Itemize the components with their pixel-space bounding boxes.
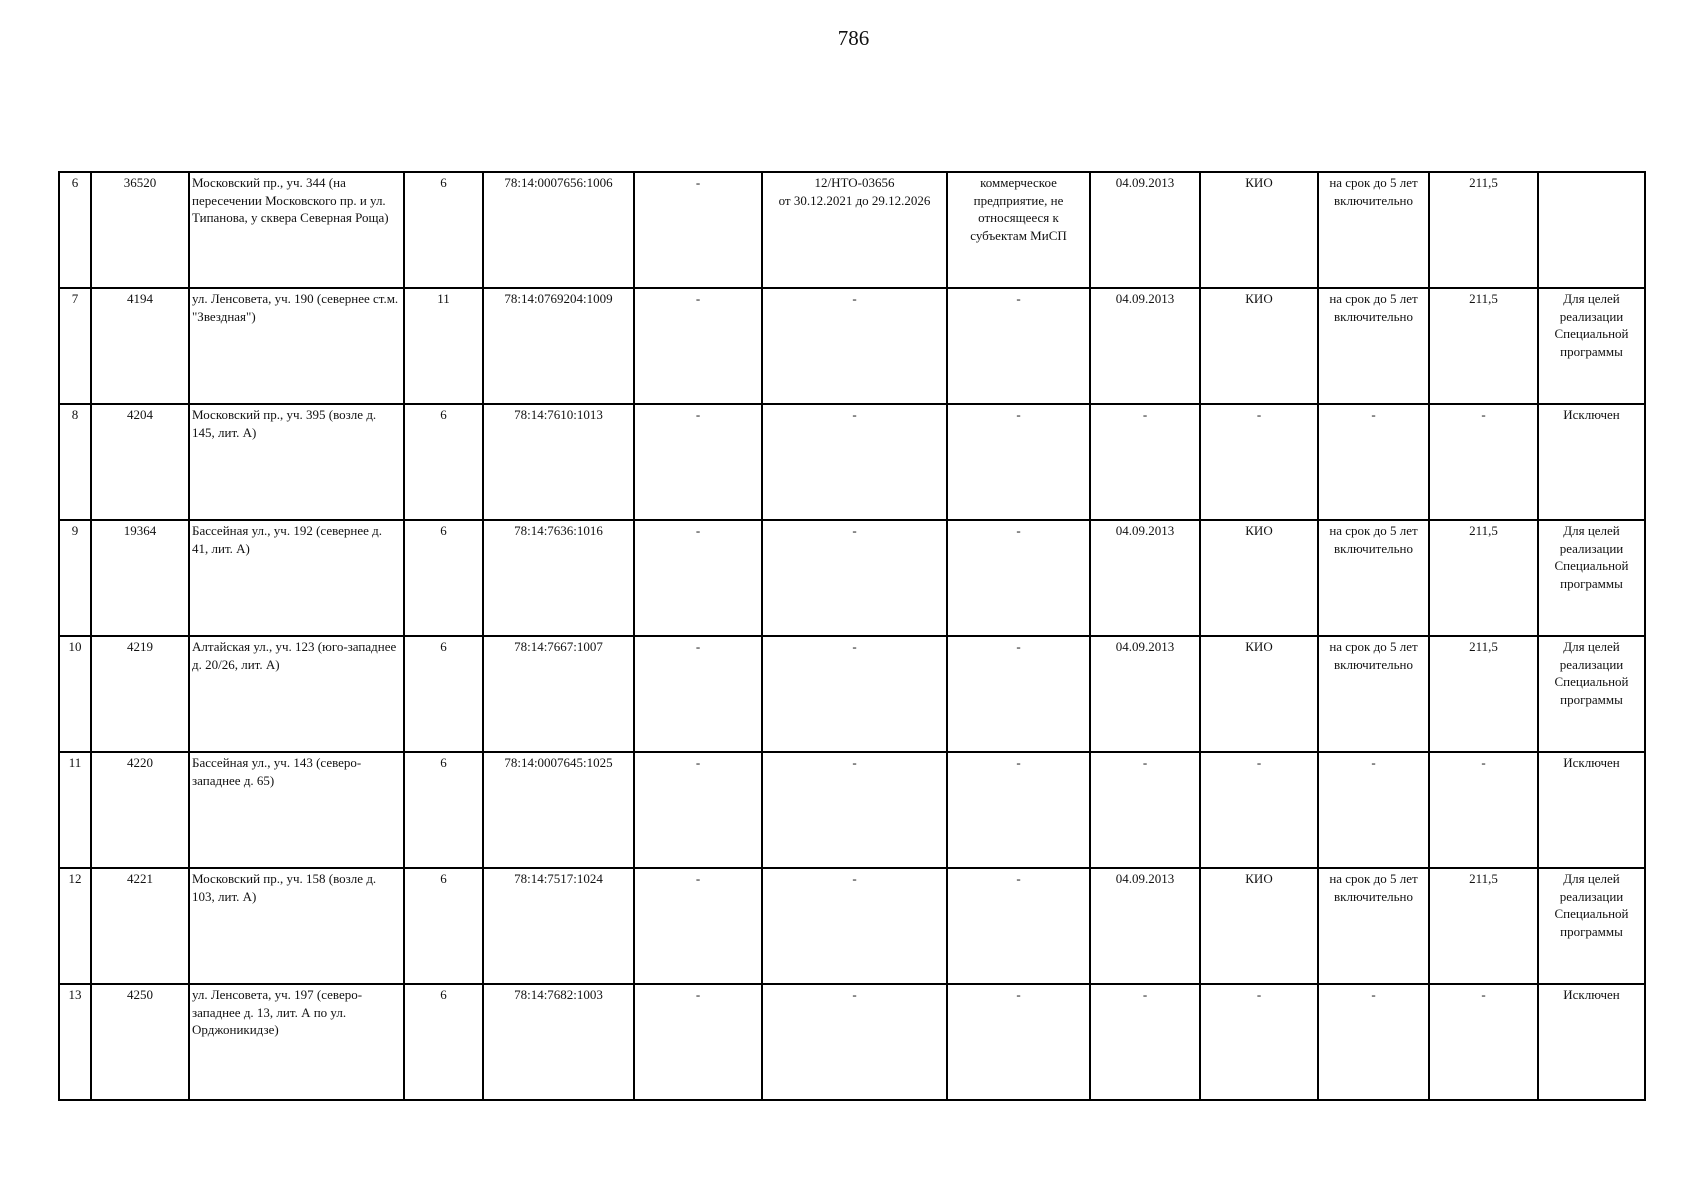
entity-type-cell: - (947, 288, 1090, 404)
table-row (59, 520, 1645, 636)
area-cell: 211,5 (1429, 172, 1538, 288)
district-cell: 11 (404, 288, 483, 404)
cadastral-number-cell: 78:14:0769204:1009 (483, 288, 634, 404)
address-cell: Бассейная ул., уч. 192 (севернее д. 41, лит. А) (189, 520, 404, 636)
district-cell: 6 (404, 868, 483, 984)
address-cell: Московский пр., уч. 395 (возле д. 145, лит. А) (189, 404, 404, 520)
column-6-cell: - (634, 868, 762, 984)
term-cell: - (1318, 404, 1429, 520)
authority-cell: КИО (1200, 636, 1318, 752)
cadastral-number-cell: 78:14:7610:1013 (483, 404, 634, 520)
row-number-cell: 12 (59, 868, 91, 984)
date-cell: - (1090, 984, 1200, 1100)
note-cell: Для целей реализации Специальной программы (1538, 520, 1645, 636)
authority-cell: - (1200, 404, 1318, 520)
cadastral-number-cell: 78:14:7682:1003 (483, 984, 634, 1100)
contract-cell: - (762, 404, 947, 520)
address-cell: ул. Ленсовета, уч. 190 (севернее ст.м. "Звездная") (189, 288, 404, 404)
contract-cell: - (762, 520, 947, 636)
table-row (59, 288, 1645, 404)
note-cell: Исключен (1538, 984, 1645, 1100)
note-cell (1538, 172, 1645, 288)
object-id-cell: 36520 (91, 172, 189, 288)
contract-cell: - (762, 636, 947, 752)
area-cell: - (1429, 404, 1538, 520)
address-cell: Московский пр., уч. 344 (на пересечении Московского пр. и ул. Типанова, у сквера Северная Роща) (189, 172, 404, 288)
cadastral-number-cell: 78:14:0007645:1025 (483, 752, 634, 868)
entity-type-cell: коммерческое предприятие, не относящееся к субъектам МиСП (947, 172, 1090, 288)
date-cell: 04.09.2013 (1090, 520, 1200, 636)
cadastral-number-cell: 78:14:7667:1007 (483, 636, 634, 752)
district-cell: 6 (404, 752, 483, 868)
date-cell: 04.09.2013 (1090, 288, 1200, 404)
date-cell: 04.09.2013 (1090, 172, 1200, 288)
contract-cell: - (762, 752, 947, 868)
table-row (59, 868, 1645, 984)
authority-cell: КИО (1200, 520, 1318, 636)
table-row (59, 172, 1645, 288)
object-id-cell: 4250 (91, 984, 189, 1100)
table-row (59, 752, 1645, 868)
column-6-cell: - (634, 636, 762, 752)
page-number: 786 (837, 26, 870, 50)
column-6-cell: - (634, 984, 762, 1100)
column-6-cell: - (634, 520, 762, 636)
term-cell: на срок до 5 лет включительно (1318, 868, 1429, 984)
area-cell: 211,5 (1429, 636, 1538, 752)
row-number-cell: 13 (59, 984, 91, 1100)
object-id-cell: 19364 (91, 520, 189, 636)
authority-cell: - (1200, 984, 1318, 1100)
note-cell: Исключен (1538, 404, 1645, 520)
area-cell: 211,5 (1429, 868, 1538, 984)
object-id-cell: 4204 (91, 404, 189, 520)
registry-table (58, 171, 1646, 1101)
district-cell: 6 (404, 984, 483, 1100)
term-cell: на срок до 5 лет включительно (1318, 288, 1429, 404)
address-cell: Московский пр., уч. 158 (возле д. 103, лит. А) (189, 868, 404, 984)
date-cell: - (1090, 752, 1200, 868)
authority-cell: - (1200, 752, 1318, 868)
district-cell: 6 (404, 636, 483, 752)
authority-cell: КИО (1200, 172, 1318, 288)
row-number-cell: 11 (59, 752, 91, 868)
cadastral-number-cell: 78:14:0007656:1006 (483, 172, 634, 288)
contract-cell: - (762, 984, 947, 1100)
note-cell: Для целей реализации Специальной программы (1538, 868, 1645, 984)
area-cell: 211,5 (1429, 520, 1538, 636)
table-row (59, 636, 1645, 752)
row-number-cell: 8 (59, 404, 91, 520)
area-cell: - (1429, 984, 1538, 1100)
district-cell: 6 (404, 172, 483, 288)
term-cell: - (1318, 752, 1429, 868)
column-6-cell: - (634, 172, 762, 288)
table-row (59, 404, 1645, 520)
row-number-cell: 6 (59, 172, 91, 288)
area-cell: 211,5 (1429, 288, 1538, 404)
note-cell: Исключен (1538, 752, 1645, 868)
district-cell: 6 (404, 404, 483, 520)
district-cell: 6 (404, 520, 483, 636)
row-number-cell: 9 (59, 520, 91, 636)
row-number-cell: 10 (59, 636, 91, 752)
row-number-cell: 7 (59, 288, 91, 404)
entity-type-cell: - (947, 868, 1090, 984)
address-cell: Бассейная ул., уч. 143 (северо-западнее д. 65) (189, 752, 404, 868)
date-cell: - (1090, 404, 1200, 520)
address-cell: Алтайская ул., уч. 123 (юго-западнее д. 20/26, лит. А) (189, 636, 404, 752)
object-id-cell: 4220 (91, 752, 189, 868)
object-id-cell: 4194 (91, 288, 189, 404)
authority-cell: КИО (1200, 868, 1318, 984)
column-6-cell: - (634, 288, 762, 404)
term-cell: на срок до 5 лет включительно (1318, 520, 1429, 636)
term-cell: - (1318, 984, 1429, 1100)
term-cell: на срок до 5 лет включительно (1318, 636, 1429, 752)
object-id-cell: 4221 (91, 868, 189, 984)
entity-type-cell: - (947, 984, 1090, 1100)
column-6-cell: - (634, 404, 762, 520)
note-cell: Для целей реализации Специальной программы (1538, 636, 1645, 752)
address-cell: ул. Ленсовета, уч. 197 (северо-западнее д. 13, лит. А по ул. Орджоникидзе) (189, 984, 404, 1100)
date-cell: 04.09.2013 (1090, 868, 1200, 984)
column-6-cell: - (634, 752, 762, 868)
cadastral-number-cell: 78:14:7636:1016 (483, 520, 634, 636)
object-id-cell: 4219 (91, 636, 189, 752)
date-cell: 04.09.2013 (1090, 636, 1200, 752)
term-cell: на срок до 5 лет включительно (1318, 172, 1429, 288)
entity-type-cell: - (947, 404, 1090, 520)
entity-type-cell: - (947, 752, 1090, 868)
area-cell: - (1429, 752, 1538, 868)
cadastral-number-cell: 78:14:7517:1024 (483, 868, 634, 984)
note-cell: Для целей реализации Специальной программы (1538, 288, 1645, 404)
contract-cell: - (762, 288, 947, 404)
entity-type-cell: - (947, 520, 1090, 636)
contract-cell: - (762, 868, 947, 984)
contract-cell: 12/НТО-03656 от 30.12.2021 до 29.12.2026 (762, 172, 947, 288)
authority-cell: КИО (1200, 288, 1318, 404)
table-row (59, 984, 1645, 1100)
entity-type-cell: - (947, 636, 1090, 752)
